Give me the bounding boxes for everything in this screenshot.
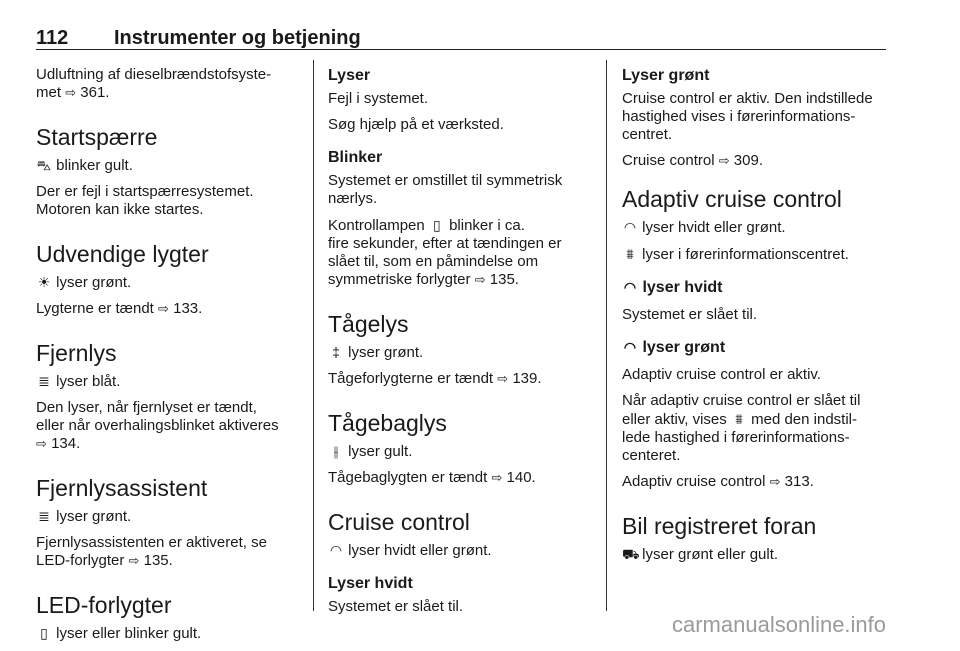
ref-arrow-icon: ⇨ xyxy=(65,85,77,100)
heading-blinker: Blinker xyxy=(328,149,383,166)
heading-startspaerre: Startspærre xyxy=(36,124,158,150)
ref-arrow-icon: ⇨ xyxy=(718,153,730,168)
high-beam-icon: ≣ xyxy=(38,373,50,389)
led-headlight-icon: ▯ xyxy=(40,625,48,641)
lock-car-icon: ⛍ xyxy=(36,157,52,173)
rear-fog-light-icon: ⫲ xyxy=(333,443,339,459)
header-divider xyxy=(36,49,886,50)
column-divider-1 xyxy=(313,60,314,611)
heading-adaptiv-lyser-groent: ◠ lyser grønt xyxy=(623,339,726,356)
heading-lyser: Lyser xyxy=(328,67,371,84)
page-title: Instrumenter og betjening xyxy=(114,27,361,49)
exterior-lights-icon: ☀ xyxy=(37,274,51,290)
ref-arrow-icon: ⇨ xyxy=(474,272,486,287)
ref-arrow-icon: ⇨ xyxy=(36,436,47,451)
heading-udvendige-lygter: Udvendige lygter xyxy=(36,241,209,267)
heading-cruise-control: Cruise control xyxy=(328,509,470,535)
car-distance-icon: ⩩ xyxy=(626,246,634,262)
watermark: carmanualsonline.info xyxy=(672,612,887,637)
adaptive-cruise-icon: ◠ xyxy=(623,279,637,295)
intro-paragraph: Udluftning af dieselbrændstofsyste- met ⇨ 361. xyxy=(36,66,272,101)
adaptive-cruise-icon: ◠ xyxy=(623,339,637,355)
heading-taagelys: Tågelys xyxy=(328,311,409,337)
ref-arrow-icon: ⇨ xyxy=(158,301,169,316)
vehicle-ahead-icon: ⛟ xyxy=(622,546,640,562)
heading-lyser-groent: Lyser grønt xyxy=(622,67,710,84)
column-1: Udluftning af dieselbrændstofsyste- met ⇨ 361. Startspærre ⛍ blinker gult. Der er fejl i startspærresystemet. Motoren kan ikke startes. Udvendige lygter ☀ lyser grønt. Lygterne er tændt ⇨ 133. Fjernlys ≣ lyser blåt. Den lyser, når fjernlyset er tændt, eller når overhalingsblinket aktiveres ⇨ 134. Fjernlysassistent ≣ lyser grønt. Fjernlysassistenten er aktiveret, se LED-forlygter ⇨ 135. LED-forlygter ▯ lyser eller blinker gult. xyxy=(36,66,298,651)
ref-arrow-icon: ⇨ xyxy=(128,553,140,568)
cruise-control-icon: ◠ xyxy=(329,542,343,558)
column-divider-2 xyxy=(606,60,607,611)
heading-taagebaglys: Tågebaglys xyxy=(328,410,447,436)
ref-arrow-icon: ⇨ xyxy=(769,474,781,489)
high-beam-assist-icon: ≣ xyxy=(38,508,50,524)
car-distance-icon: ⩩ xyxy=(735,411,743,427)
adaptive-cruise-icon: ◠ xyxy=(623,219,637,235)
column-3: Lyser grønt Cruise control er aktiv. Den indstillede hastighed vises i førerinformations- centret. Cruise control ⇨ 309. Adaptiv cruise control ◠ lyser hvidt eller grønt. ⩩ lyser i førerinformationscentret. ◠ lyser hvidt Systemet er slået til. ◠ lyser grønt Adaptiv cruise control er aktiv. Når adaptiv cruise control er slået til eller aktiv, vises ⩩ med den indstil- lede hastighed i førerinformations- centeret. Adaptiv cruise control ⇨ 313. Bil registreret foran ⛟ lyser grønt eller gult. xyxy=(622,66,892,572)
heading-fjernlysassistent: Fjernlysassistent xyxy=(36,475,208,501)
ref-arrow-icon: ⇨ xyxy=(491,470,503,485)
heading-adaptiv-cruise-control: Adaptiv cruise control xyxy=(622,186,842,212)
page-number: 112 xyxy=(36,27,69,49)
heading-bil-registreret-foran: Bil registreret foran xyxy=(622,513,817,539)
heading-led-forlygter: LED-forlygter xyxy=(36,592,172,618)
heading-adaptiv-lyser-hvidt: ◠ lyser hvidt xyxy=(623,279,723,296)
heading-lyser-hvidt: Lyser hvidt xyxy=(328,575,413,592)
fog-light-icon: ‡ xyxy=(332,344,340,360)
heading-fjernlys: Fjernlys xyxy=(36,340,117,366)
ref-arrow-icon: ⇨ xyxy=(497,371,509,386)
led-headlight-icon: ▯ xyxy=(433,217,441,233)
column-2: Lyser Fejl i systemet. Søg hjælp på et værksted. Blinker Systemet er omstillet til symmetrisk nærlys. Kontrollampen ▯ blinker i ca. fire sekunder, efter at tændingen er slået til, som en påmindelse om symmetriske forlygter ⇨ 135. Tågelys ‡ lyser grønt. Tågeforlygterne er tændt ⇨ 139. Tågebaglys ⫲ lyser gult. Tågebaglygten er tændt ⇨ 140. Cruise control ◠ lyser hvidt eller grønt. Lyser hvidt Systemet er slået til. xyxy=(328,66,594,624)
